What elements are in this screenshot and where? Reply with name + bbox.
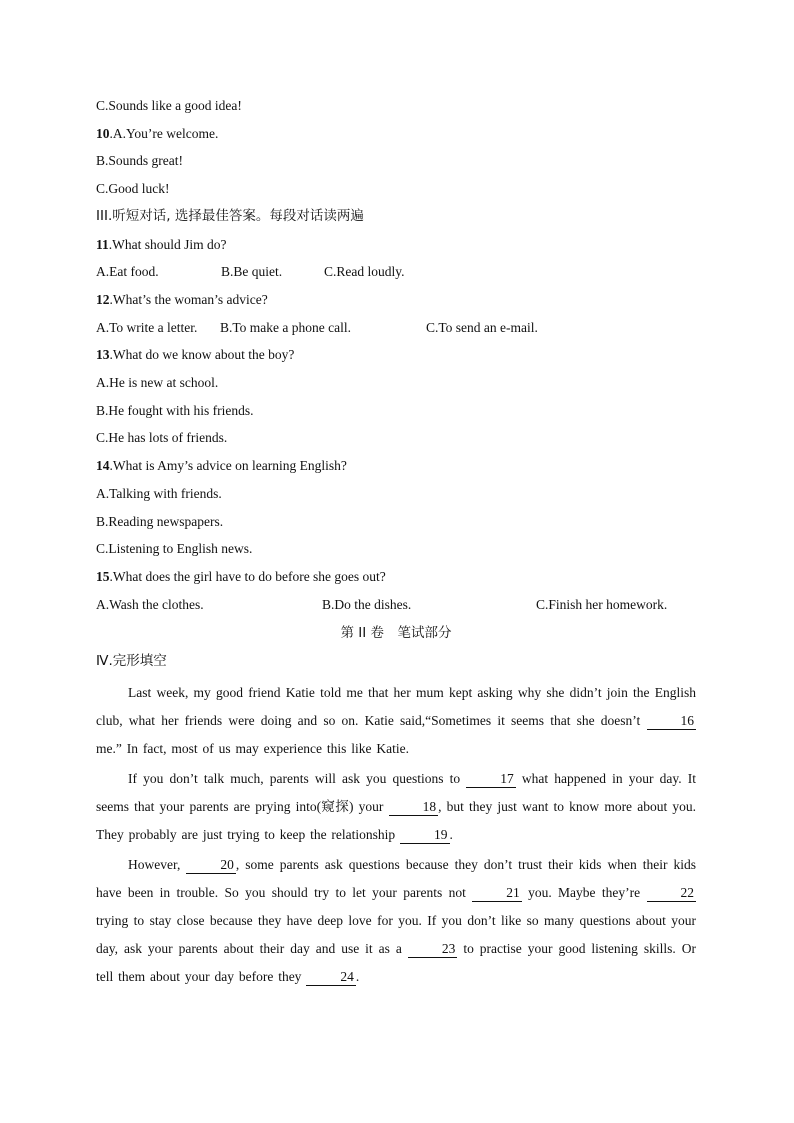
document-page bbox=[96, 92, 696, 991]
blank-24[interactable]: 24 bbox=[306, 969, 356, 986]
passage-text: . bbox=[355, 969, 360, 985]
q13-option-a: A.He is new at school. bbox=[96, 375, 219, 391]
blank-23[interactable]: 23 bbox=[408, 941, 458, 958]
passage-text: , but they just want to know more about you. They probably are just trying to keep the relationship bbox=[96, 799, 696, 843]
q12-options bbox=[96, 314, 696, 342]
q14-option-b: B.Reading newspapers. bbox=[96, 513, 224, 529]
passage-paragraph-3 bbox=[96, 851, 696, 991]
q15-option-c: C.Finish her homework. bbox=[536, 596, 668, 612]
q12-number: 12 bbox=[96, 291, 110, 307]
q13-number: 13 bbox=[96, 347, 110, 363]
passage-text: trying to stay close because they have deep love for you. If you don’t like so many questions about your day, ask your parents about their day and use it as a bbox=[96, 913, 696, 957]
q10-option-c: C.Good luck! bbox=[96, 181, 170, 197]
q10-number: 10 bbox=[96, 125, 110, 141]
q15-option-b: B.Do the dishes. bbox=[322, 596, 412, 612]
blank-17[interactable]: 17 bbox=[466, 771, 516, 788]
q11-question bbox=[96, 231, 696, 259]
passage-text: However, bbox=[128, 857, 187, 873]
q10-option-a bbox=[96, 120, 696, 148]
passage-text: If you don’t talk much, parents will ask you questions to bbox=[128, 771, 467, 787]
q14-option-a: A.Talking with friends. bbox=[96, 485, 222, 501]
q15-number: 15 bbox=[96, 568, 110, 584]
passage-text: to practise your good listening skills. Or tell them about your day before they bbox=[96, 941, 696, 985]
q14-number: 14 bbox=[96, 458, 110, 474]
q15-text: .What does the girl have to do before she goes out? bbox=[109, 568, 386, 584]
q11-number: 11 bbox=[96, 236, 109, 252]
blank-20[interactable]: 20 bbox=[186, 857, 236, 874]
blank-18[interactable]: 18 bbox=[389, 799, 439, 816]
passage-text: , some parents ask questions because they don’t trust their kids when their kids have been in trouble. So you should try to let your parents not bbox=[96, 857, 697, 901]
passage-text: what happened in your day. It seems that your parents are prying into(窥探) your bbox=[96, 771, 696, 815]
q12-option-a: A.To write a letter. bbox=[96, 319, 198, 335]
passage-text: Last week, my good friend Katie told me that her mum kept asking why she didn’t join the English club, what her friends were doing and so on. Katie said,“Sometimes it seems that she doesn’t bbox=[96, 685, 696, 729]
q12-option-c: C.To send an e-mail. bbox=[426, 319, 538, 335]
blank-21[interactable]: 21 bbox=[472, 885, 522, 902]
passage-text: . bbox=[449, 827, 453, 843]
q13-option-b: B.He fought with his friends. bbox=[96, 402, 254, 418]
section-4-heading: Ⅳ.完形填空 bbox=[96, 653, 167, 670]
q11-text: .What should Jim do? bbox=[108, 236, 227, 252]
q15-option-a: A.Wash the clothes. bbox=[96, 596, 204, 612]
q11-option-a: A.Eat food. bbox=[96, 264, 159, 280]
q11-options bbox=[96, 258, 696, 286]
q10-option-a-text: .A.You’re welcome. bbox=[109, 125, 219, 141]
blank-16[interactable]: 16 bbox=[647, 713, 697, 730]
q12-question bbox=[96, 286, 696, 314]
q12-text: .What’s the woman’s advice? bbox=[109, 291, 268, 307]
blank-22[interactable]: 22 bbox=[647, 885, 697, 902]
part-2-title: 第 II 卷 笔试部分 bbox=[340, 625, 452, 642]
q14-text: .What is Amy’s advice on learning English? bbox=[109, 458, 347, 474]
q14-option-c: C.Listening to English news. bbox=[96, 541, 253, 557]
section-3-heading: III.听短对话, 选择最佳答案。每段对话读两遍 bbox=[96, 207, 364, 224]
passage-paragraph-1 bbox=[96, 679, 696, 763]
q12-option-b: B.To make a phone call. bbox=[220, 319, 352, 335]
q13-text: .What do we know about the boy? bbox=[109, 347, 295, 363]
q13-question bbox=[96, 341, 696, 369]
passage-paragraph-2 bbox=[96, 765, 696, 849]
blank-19[interactable]: 19 bbox=[400, 827, 450, 844]
q9-option-c: C.Sounds like a good idea! bbox=[96, 98, 242, 113]
passage-text: you. Maybe they’re bbox=[521, 885, 647, 901]
q11-option-c: C.Read loudly. bbox=[324, 264, 405, 280]
q15-options bbox=[96, 591, 696, 619]
passage-text: me.” In fact, most of us may experience this like Katie. bbox=[96, 741, 410, 757]
q10-option-b: B.Sounds great! bbox=[96, 153, 183, 169]
q11-option-b: B.Be quiet. bbox=[221, 264, 283, 280]
q13-option-c: C.He has lots of friends. bbox=[96, 430, 228, 446]
q15-question bbox=[96, 563, 696, 591]
q14-question bbox=[96, 452, 696, 480]
